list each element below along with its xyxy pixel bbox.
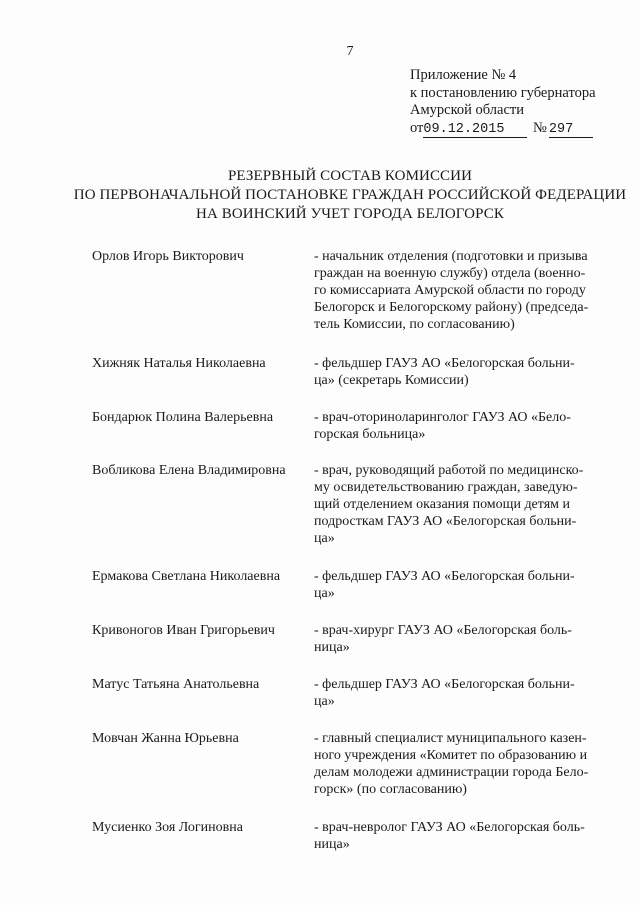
page-number: 7 xyxy=(346,44,354,59)
appendix-resolution-ref: к постановлению губернатора xyxy=(410,84,596,101)
resolution-number: 297 xyxy=(549,122,593,138)
resolution-date: 09.12.2015 xyxy=(423,122,527,138)
member-role: - главный специалист муниципального казен- ного учреждения «Комитет по образованию и делам молодежи администрации города Бело- горск» (по согласованию) xyxy=(314,731,589,797)
member-entry xyxy=(92,355,602,389)
member-name: Мовчан Жанна Юрьевна xyxy=(92,731,239,746)
appendix-block xyxy=(410,67,630,138)
member-entry xyxy=(92,462,602,547)
title-line-3: НА ВОИНСКИЙ УЧЕТ ГОРОДА БЕЛОГОРСК xyxy=(196,206,504,222)
member-name: Орлов Игорь Викторович xyxy=(92,249,244,264)
member-role: - начальник отделения (подготовки и призыва граждан на военную службу) отдела (военно- го комиссариата Амурской области по городу Белогорск и Белогорскому району) (председа- тель Комиссии, по согласованию) xyxy=(314,249,589,332)
member-role: - врач, руководящий работой по медицинско- му освидетельствованию граждан, заведую- щий отделением оказания помощи детям и подросткам ГАУЗ АО «Белогорская больни- ца» xyxy=(314,463,584,546)
commission-roster xyxy=(92,248,602,853)
member-role: - врач-хирург ГАУЗ АО «Белогорская боль- ница» xyxy=(314,623,572,655)
member-entry xyxy=(92,819,602,853)
member-entry xyxy=(92,730,602,798)
member-entry xyxy=(92,622,602,656)
member-role: - фельдшер ГАУЗ АО «Белогорская больни- ца» (секретарь Комиссии) xyxy=(314,356,575,388)
member-role: - фельдшер ГАУЗ АО «Белогорская больни- ца» xyxy=(314,677,575,709)
document-title xyxy=(0,167,640,224)
member-name: Кривоногов Иван Григорьевич xyxy=(92,623,275,638)
appendix-title: Приложение № 4 xyxy=(410,67,517,83)
title-line-2: ПО ПЕРВОНАЧАЛЬНОЙ ПОСТАНОВКЕ ГРАЖДАН РОССИЙСКОЙ ФЕДЕРАЦИИ xyxy=(73,187,627,203)
member-name: Мусиенко Зоя Логиновна xyxy=(92,820,243,835)
member-role: - врач-невролог ГАУЗ АО «Белогорская боль- ница» xyxy=(314,820,585,852)
from-label: от xyxy=(410,119,424,136)
number-label: № xyxy=(533,119,547,136)
title-line-1: РЕЗЕРВНЫЙ СОСТАВ КОМИССИИ xyxy=(227,168,473,184)
member-entry xyxy=(92,568,602,602)
member-name: Матус Татьяна Анатольевна xyxy=(92,677,260,692)
member-entry xyxy=(92,676,602,710)
member-role: - врач-оториноларинголог ГАУЗ АО «Бело- горская больница» xyxy=(314,410,571,442)
member-name: Ермакова Светлана Николаевна xyxy=(92,569,281,584)
appendix-region: Амурской области xyxy=(410,102,524,118)
member-entry xyxy=(92,409,602,443)
member-name: Хижняк Наталья Николаевна xyxy=(92,356,266,371)
member-entry xyxy=(92,248,602,333)
appendix-date-number-line xyxy=(410,120,630,138)
member-role: - фельдшер ГАУЗ АО «Белогорская больни- ца» xyxy=(314,569,575,601)
member-name: Бондарюк Полина Валерьевна xyxy=(92,410,274,425)
member-name: Вобликова Елена Владимировна xyxy=(92,463,286,478)
